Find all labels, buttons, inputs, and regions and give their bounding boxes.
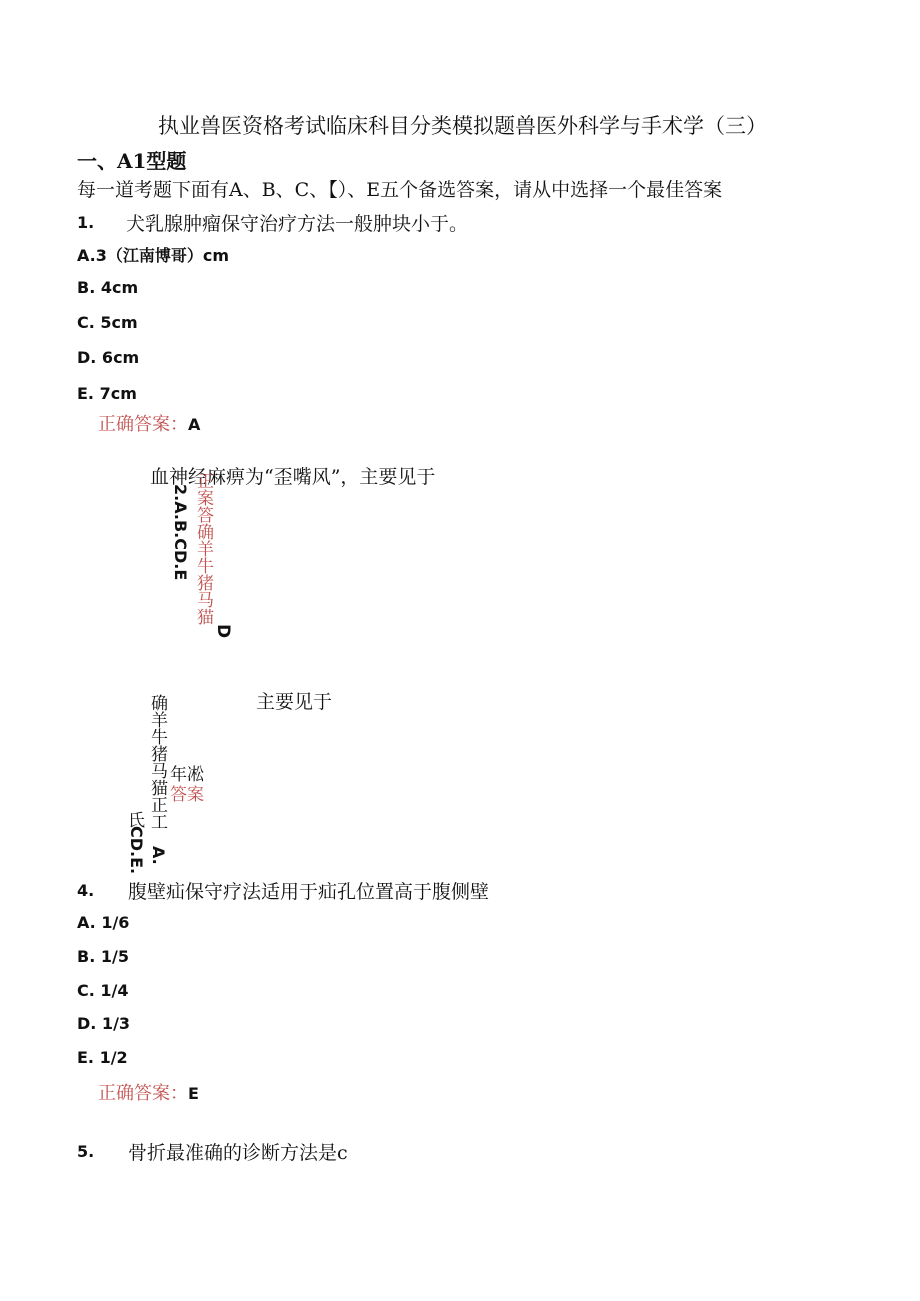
- garbled-option-column: A.: [149, 846, 168, 865]
- question-text: 腹壁疝保守疗法适用于疝孔位置高于腹侧壁: [128, 881, 490, 903]
- question-text: 犬乳腺肿瘤保守治疗方法一般肿块小于。: [126, 213, 469, 235]
- question-text: 血神经麻痹为“歪嘴风”，主要见于: [150, 466, 436, 488]
- answer-value: A: [188, 415, 201, 434]
- question-number: 4.: [77, 881, 95, 900]
- option-d: D. 1/3: [77, 1014, 131, 1033]
- option-b: B. 4cm: [77, 278, 139, 297]
- option-b: B. 1/5: [77, 947, 129, 966]
- answer-label: 答案: [170, 785, 204, 805]
- garbled-column: 确羊牛猪马猫正工: [147, 694, 167, 830]
- option-a: A. 1/6: [77, 913, 130, 932]
- answer-line: [98, 1079, 199, 1105]
- option-c: C. 1/4: [77, 981, 129, 1000]
- option-e: E. 1/2: [77, 1048, 128, 1067]
- garbled-option-column: CD.E.: [127, 826, 146, 875]
- answer-label: 正确答案：: [98, 1083, 188, 1104]
- garbled-text: 年凇: [170, 765, 204, 785]
- option-a: A.3（江南博哥）cm: [77, 246, 230, 265]
- option-e: E. 7cm: [77, 384, 137, 403]
- garbled-text: 氏: [128, 811, 145, 831]
- option-d: D. 6cm: [77, 348, 140, 367]
- question-number: 5.: [77, 1142, 95, 1161]
- page-title: 执业兽医资格考试临床科目分类模拟题兽医外科学与手术学（三）: [158, 114, 767, 138]
- instructions: 每一道考题下面有A、B、C、【）、E五个备选答案，请从中选择一个最佳答案: [77, 179, 723, 201]
- answer-value: E: [188, 1084, 199, 1103]
- option-c: C. 5cm: [77, 313, 138, 332]
- section-heading: 一、A1型题: [77, 149, 187, 173]
- answer-value: D: [213, 624, 233, 639]
- answer-line: [98, 410, 200, 436]
- answer-label: 正确答案：: [98, 414, 188, 435]
- question-number: 1.: [77, 213, 95, 232]
- question-text: 骨折最准确的诊断方法是c: [128, 1142, 348, 1164]
- garbled-column: 正案答确羊牛猪马猫: [193, 472, 213, 625]
- question-text: 主要见于: [256, 691, 333, 713]
- garbled-option-column: 2.A.B.CD.E: [171, 484, 190, 581]
